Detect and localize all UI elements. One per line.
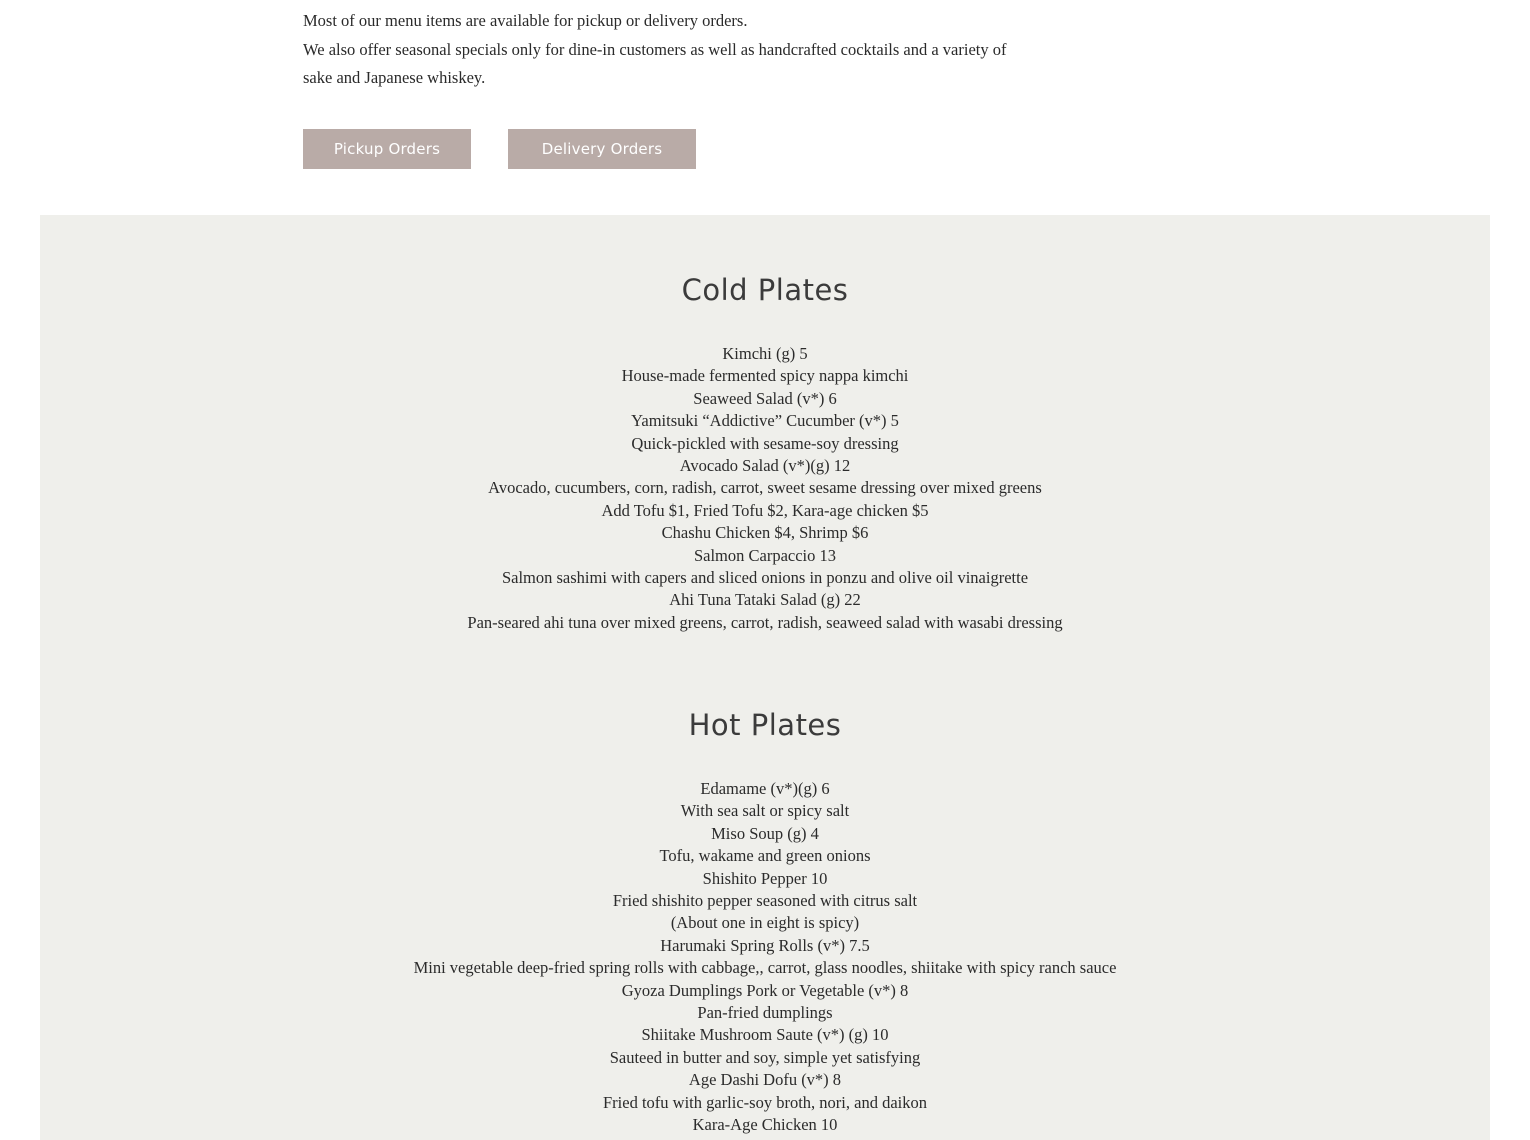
menu-line: House-made fermented spicy nappa kimchi [621,366,909,386]
menu-line: Yamitsuki “Addictive” Cucumber (v*) 5 [631,411,899,431]
intro-line-2: We also offer seasonal specials only for dine-in customers as well as handcrafted cocktails and a variety of sake and Japanese whiskey. [303,39,1007,87]
cold-plates-title: Cold Plates [681,273,849,307]
menu-line: Shiitake Mushroom Saute (v*) (g) 10 [641,1025,889,1045]
pickup-orders-button[interactable]: Pickup Orders [303,129,471,169]
menu-line: Seaweed Salad (v*) 6 [693,388,837,408]
intro-line-1: Most of our menu items are available for pickup or delivery orders. [303,11,748,30]
menu-line: Mini vegetable deep-fried spring rolls with cabbage,, carrot, glass noodles, shiitake with spicy ranch sauce [413,958,1117,978]
menu-line: Avocado Salad (v*)(g) 12 [679,456,851,476]
menu-line: With sea salt or spicy salt [680,801,850,821]
menu-line: Fried tofu with garlic-soy broth, nori, and daikon [603,1092,927,1112]
menu-line: Harumaki Spring Rolls (v*) 7.5 [660,935,870,955]
menu-panel [40,215,1490,1140]
menu-line: Salmon Carpaccio 13 [693,545,837,565]
menu-line: Age Dashi Dofu (v*) 8 [688,1070,842,1090]
menu-line: Chashu Chicken $4, Shrimp $6 [661,523,869,543]
menu-line: Ahi Tuna Tataki Salad (g) 22 [669,590,861,610]
menu-line: Tofu, wakame and green onions [659,846,871,866]
menu-line: Quick-pickled with sesame-soy dressing [631,433,899,453]
delivery-orders-button[interactable]: Delivery Orders [508,129,696,169]
menu-line: Gyoza Dumplings Pork or Vegetable (v*) 8 [621,980,909,1000]
hot-plates-title: Hot Plates [688,708,842,742]
menu-line: Salmon sashimi with capers and sliced onions in ponzu and olive oil vinaigrette [501,568,1029,588]
menu-line: Sauteed in butter and soy, simple yet satisfying [609,1047,921,1067]
cold-plates-list [40,343,1490,634]
menu-line: Shishito Pepper 10 [702,868,828,888]
intro-text [303,7,1033,93]
menu-line: Pan-seared ahi tuna over mixed greens, carrot, radish, seaweed salad with wasabi dressing [467,612,1063,632]
menu-line: Add Tofu $1, Fried Tofu $2, Kara-age chicken $5 [601,500,929,520]
menu-line: Fried shishito pepper seasoned with citrus salt [612,891,918,911]
menu-line: Pan-fried dumplings [697,1003,833,1023]
menu-line: Kara-Age Chicken 10 [692,1115,838,1135]
menu-line: (About one in eight is spicy) [670,913,860,933]
menu-line: Edamame (v*)(g) 6 [700,779,830,798]
menu-line: Miso Soup (g) 4 [711,823,819,843]
menu-line: Kimchi (g) 5 [722,344,808,363]
hot-plates-list [40,778,1490,1137]
menu-line: Avocado, cucumbers, corn, radish, carrot, sweet sesame dressing over mixed greens [488,478,1042,498]
